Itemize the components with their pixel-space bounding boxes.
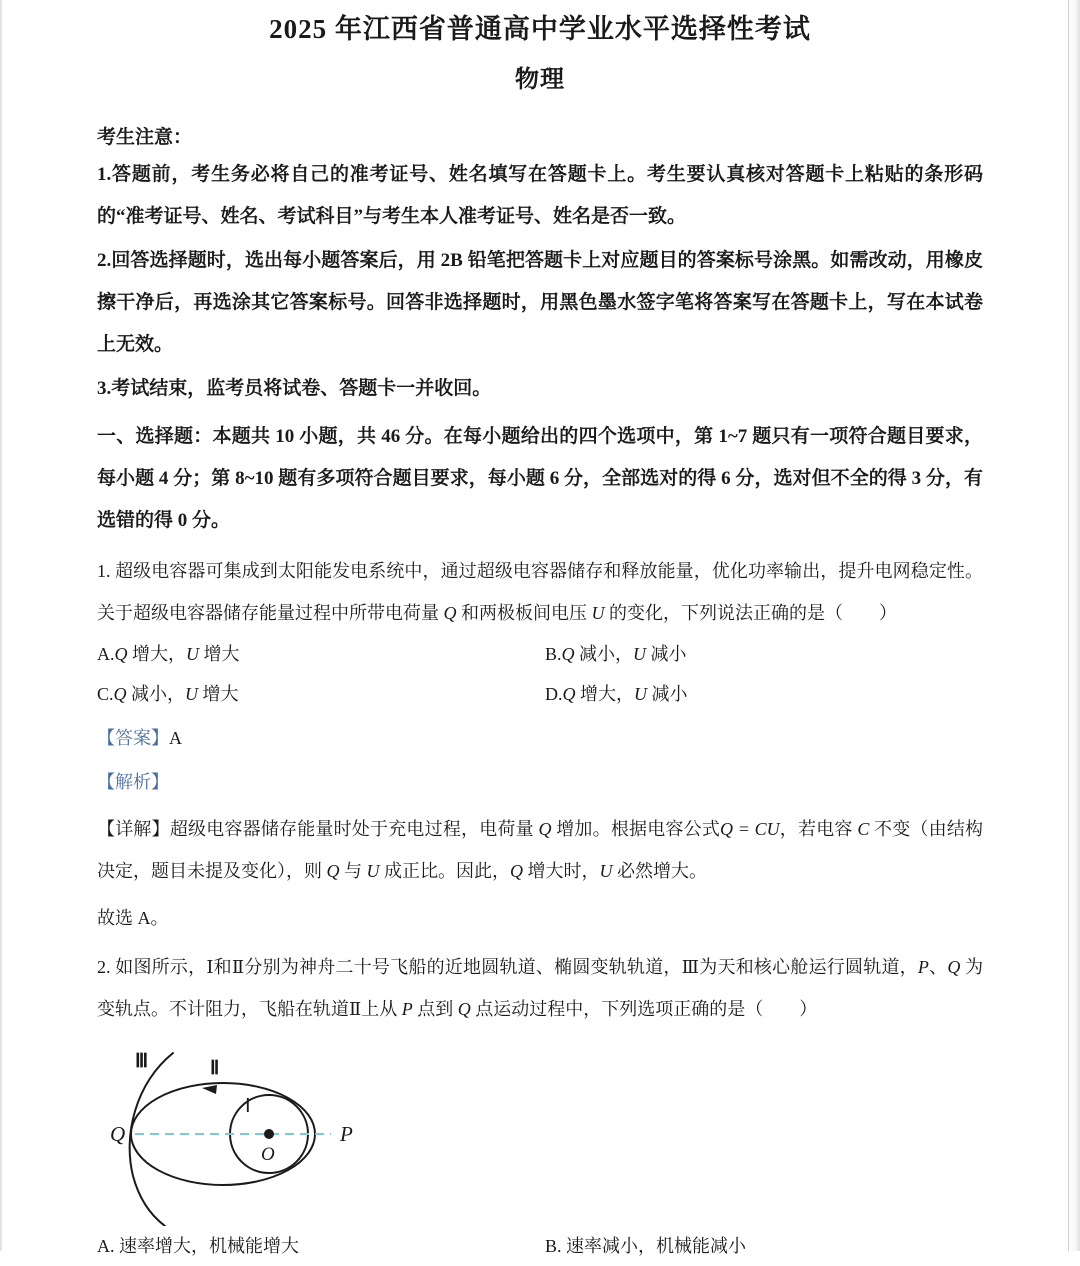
math-var-U: U bbox=[591, 603, 605, 623]
orbit-diagram-svg bbox=[97, 1036, 397, 1226]
math-var-Q: Q bbox=[443, 603, 457, 623]
detail-var-Q-2: Q bbox=[326, 861, 340, 881]
q2-option-A[interactable] bbox=[97, 1226, 540, 1266]
roman-numeral-2: Ⅱ bbox=[231, 957, 245, 977]
option-D-label: D. bbox=[545, 684, 563, 704]
roman-numeral-1: Ⅰ bbox=[206, 957, 214, 977]
option-C-var2: U bbox=[185, 684, 199, 704]
detail-tag: 【详解】 bbox=[97, 819, 170, 839]
option-A[interactable]: A.Q 增大，U 增大 bbox=[97, 644, 240, 664]
stem-var-P-2: P bbox=[401, 999, 413, 1019]
option-D-var2: U bbox=[634, 684, 647, 704]
answer-value: A bbox=[169, 728, 182, 748]
option-B-label: B. bbox=[545, 644, 562, 664]
question-1-number: 1. bbox=[97, 561, 111, 581]
page-title: 2025 年江西省普通高中学业水平选择性考试 bbox=[269, 14, 811, 44]
orbit-3-arc bbox=[130, 1053, 173, 1226]
page-left-edge-shadow bbox=[0, 0, 3, 1251]
direction-arrow bbox=[202, 1085, 217, 1094]
stem-var-Q-2: Q bbox=[457, 999, 471, 1019]
question-2-options-row-1 bbox=[97, 1226, 983, 1266]
stem-var-Q-1: Q bbox=[947, 957, 961, 977]
question-1-options-row-1 bbox=[97, 634, 983, 674]
option-B-var2: U bbox=[633, 644, 647, 664]
q2-option-A-text: 速率增大，机械能增大 bbox=[114, 1236, 299, 1256]
question-2-stem: 2. 如图所示，Ⅰ和Ⅱ分别为神舟二十号飞船的近地圆轨道、椭圆变轨轨道，Ⅲ为天和核心舱运行圆轨道，P、Q 为变轨点。不计阻力，飞船在轨道Ⅱ上从 P 点到 Q 点运动过程中，下列选项正确的是（ ） bbox=[97, 957, 984, 1019]
answer-line bbox=[97, 718, 983, 758]
analysis-line bbox=[97, 762, 983, 802]
roman-numeral-3: Ⅲ bbox=[681, 957, 700, 977]
q2-option-B-label: B. bbox=[545, 1236, 562, 1256]
page-content bbox=[97, 0, 983, 1266]
option-B[interactable]: B.Q 减小，U 减小 bbox=[545, 644, 687, 664]
label-orbit-3: Ⅲ bbox=[135, 1051, 149, 1072]
option-A-var1: Q bbox=[114, 644, 128, 664]
orbit-diagram bbox=[97, 1036, 983, 1226]
detail-var-Q-1: Q bbox=[538, 819, 552, 839]
option-D[interactable]: D.Q 增大，U 减小 bbox=[545, 684, 688, 704]
notice-item-1: 1.答题前，考生务必将自己的准考证号、姓名填写在答题卡上。考生要认真核对答题卡上粘贴的条形码的“准考证号、姓名、考试科目”与考生本人准考证号、姓名是否一致。 bbox=[97, 164, 983, 227]
stem-var-P-1: P bbox=[917, 957, 929, 977]
option-B-var1: Q bbox=[561, 644, 575, 664]
center-dot-O bbox=[264, 1129, 274, 1139]
question-2-number: 2. bbox=[97, 957, 111, 977]
question-1-stem: 1. 超级电容器可集成到太阳能发电系统中，通过超级电容器储存和释放能量，优化功率输出，提升电网稳定性。关于超级电容器储存能量过程中所带电荷量 Q 和两极板间电压 U 的变化，下列说法正确的是（ ） bbox=[97, 561, 983, 623]
option-C[interactable]: C.Q 减小，U 增大 bbox=[97, 684, 239, 704]
label-center-O: O bbox=[261, 1144, 275, 1165]
detail-var-Q-3: Q bbox=[510, 861, 523, 881]
option-D-var1: Q bbox=[562, 684, 576, 704]
conclusion-line: 故选 A。 bbox=[97, 908, 169, 928]
label-orbit-2: Ⅱ bbox=[210, 1058, 220, 1079]
option-A-label: A. bbox=[97, 644, 115, 664]
notice-item-2: 2.回答选择题时，选出每小题答案后，用 2B 铅笔把答题卡上对应题目的答案标号涂黑。如需改动，用橡皮擦干净后，再选涂其它答案标号。回答非选择题时，用黑色墨水签字笔将答案写在答题卡上，写在本试卷上无效。 bbox=[97, 250, 983, 355]
option-C-label: C. bbox=[97, 684, 114, 704]
formula-Q-equals-CU: Q = CU bbox=[720, 819, 780, 839]
notice-heading: 考生注意： bbox=[97, 127, 193, 148]
q2-option-A-label: A. bbox=[97, 1236, 115, 1256]
roman-numeral-2b: Ⅱ bbox=[349, 999, 362, 1019]
page-right-border-line bbox=[1068, 0, 1069, 1251]
label-point-Q: Q bbox=[110, 1122, 126, 1146]
answer-tag: 【答案】 bbox=[97, 728, 169, 748]
subject-title: 物理 bbox=[515, 67, 565, 93]
detail-var-U-1: U bbox=[366, 861, 380, 881]
detailed-explanation: 【详解】超级电容器储存能量时处于充电过程，电荷量 Q 增加。根据电容公式Q = CU，若电容 C 不变（由结构决定，题目未提及变化），则 Q 与 U 成正比。因此，Q 增大时，U 必然增大。 bbox=[97, 819, 984, 881]
page-right-edge-shadow bbox=[1068, 0, 1080, 1251]
label-orbit-1: Ⅰ bbox=[245, 1096, 251, 1117]
question-1-options-row-2 bbox=[97, 674, 983, 714]
detail-var-C: C bbox=[857, 819, 870, 839]
analysis-tag: 【解析】 bbox=[97, 772, 169, 792]
detail-var-U-2: U bbox=[599, 861, 613, 881]
q2-option-B[interactable] bbox=[540, 1226, 983, 1266]
label-point-P: P bbox=[340, 1122, 353, 1146]
notice-item-3: 3.考试结束，监考员将试卷、答题卡一并收回。 bbox=[97, 378, 492, 399]
option-C-var1: Q bbox=[113, 684, 127, 704]
option-A-var2: U bbox=[186, 644, 199, 664]
q2-option-B-text: 速率减小，机械能减小 bbox=[561, 1236, 747, 1256]
section-heading-choice: 一、选择题：本题共 10 小题，共 46 分。在每小题给出的四个选项中，第 1~7 题只有一项符合题目要求，每小题 4 分；第 8~10 题有多项符合题目要求，每小题 6 分，全部选对的得 6 分，选对但不全的得 3 分，有选错的得 0 分。 bbox=[97, 426, 983, 531]
